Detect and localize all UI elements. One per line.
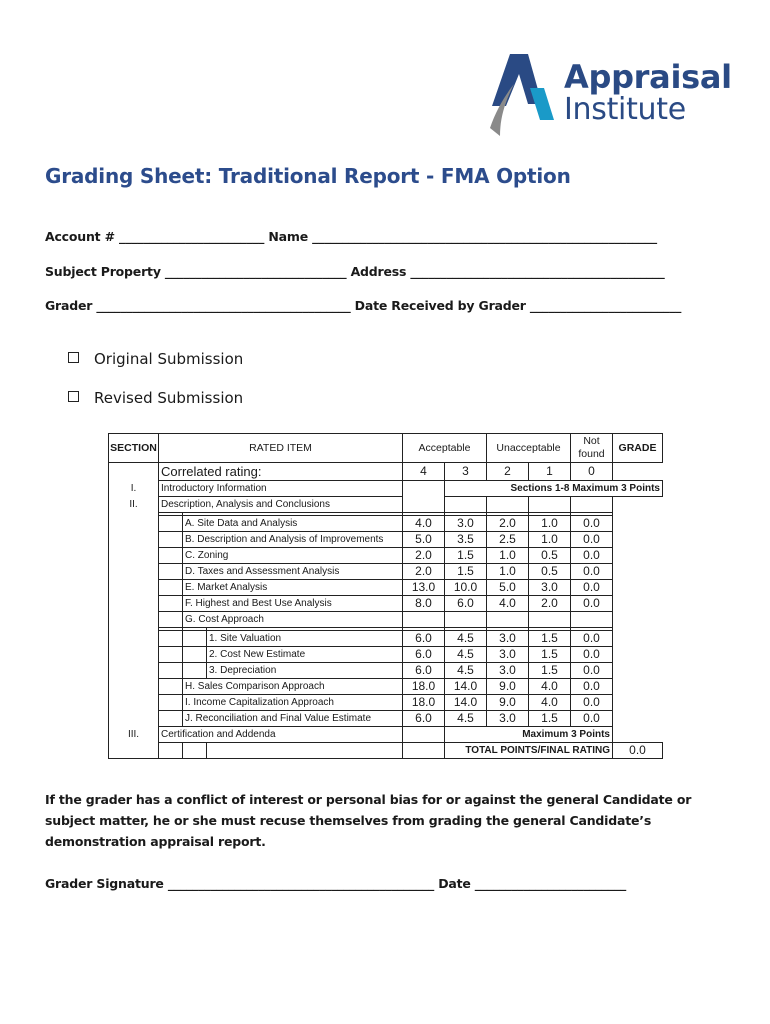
points-cell: 3.5 — [445, 532, 487, 548]
checkbox-icon[interactable] — [68, 391, 79, 402]
points-cell: 0.0 — [571, 548, 613, 564]
table-row — [109, 481, 663, 497]
points-cell: 13.0 — [403, 580, 445, 596]
logo-text-appraisal: Appraisal — [564, 58, 732, 96]
points-cell: 1.5 — [445, 564, 487, 580]
max-points-note: Maximum 3 Points — [445, 727, 613, 743]
scale-value: 0 — [571, 463, 613, 481]
logo-text-institute: Institute — [564, 92, 686, 127]
points-cell: 6.0 — [445, 596, 487, 612]
table-row — [109, 564, 663, 580]
points-cell: 1.5 — [529, 631, 571, 647]
points-cell: 0.0 — [571, 564, 613, 580]
points-cell: 2.5 — [487, 532, 529, 548]
points-cell: 1.5 — [529, 663, 571, 679]
header-grade: GRADE — [613, 434, 663, 463]
table-row — [109, 532, 663, 548]
total-row — [109, 743, 663, 759]
revised-submission-option[interactable] — [68, 389, 243, 407]
total-value: 0.0 — [613, 743, 663, 759]
header-not-found: Not found — [571, 434, 613, 463]
scale-value: 3 — [445, 463, 487, 481]
points-cell: 1.5 — [529, 711, 571, 727]
total-label: TOTAL POINTS/FINAL RATING — [445, 743, 613, 759]
table-row — [109, 580, 663, 596]
points-cell: 0.5 — [529, 548, 571, 564]
scale-value: 4 — [403, 463, 445, 481]
table-row — [109, 548, 663, 564]
points-cell: 3.0 — [529, 580, 571, 596]
points-cell: 3.0 — [445, 516, 487, 532]
appraisal-institute-logo — [488, 50, 732, 142]
section-number: III. — [109, 727, 159, 743]
item-label: 3. Depreciation — [207, 663, 403, 679]
scale-value: 2 — [487, 463, 529, 481]
original-submission-label: Original Submission — [94, 350, 244, 368]
header-rated-item: RATED ITEM — [159, 434, 403, 463]
item-label: A. Site Data and Analysis — [183, 516, 403, 532]
points-cell: 9.0 — [487, 679, 529, 695]
points-cell: 6.0 — [403, 647, 445, 663]
recusal-notice: If the grader has a conflict of interest or personal bias for or against the general Candidate or subject matter, he or she must recuse themselves from grading the general Candidate’s demonstration appraisal report. — [45, 792, 692, 849]
points-cell: 5.0 — [403, 532, 445, 548]
points-cell: 0.0 — [571, 695, 613, 711]
revised-submission-label: Revised Submission — [94, 389, 244, 407]
points-cell: 6.0 — [403, 663, 445, 679]
points-cell: 4.5 — [445, 631, 487, 647]
points-cell: 0.0 — [571, 679, 613, 695]
points-cell: 0.0 — [571, 532, 613, 548]
original-submission-option[interactable] — [68, 350, 243, 368]
points-cell: 6.0 — [403, 711, 445, 727]
points-cell: 1.0 — [487, 564, 529, 580]
points-cell: 1.0 — [529, 532, 571, 548]
points-cell: 3.0 — [487, 711, 529, 727]
points-cell: 0.0 — [571, 516, 613, 532]
sections-max-note: Sections 1-8 Maximum 3 Points — [445, 481, 663, 497]
points-cell: 0.0 — [571, 596, 613, 612]
correlated-rating-row — [109, 463, 663, 481]
item-label: 1. Site Valuation — [207, 631, 403, 647]
points-cell: 0.0 — [571, 647, 613, 663]
points-cell: 6.0 — [403, 631, 445, 647]
points-cell: 10.0 — [445, 580, 487, 596]
points-cell: 0.0 — [571, 711, 613, 727]
item-label: 2. Cost New Estimate — [207, 647, 403, 663]
points-cell: 5.0 — [487, 580, 529, 596]
points-cell: 2.0 — [487, 516, 529, 532]
grader-signature-field[interactable]: Grader Signature ____________________________________________ Date _________________________ — [45, 876, 627, 891]
section-number: I. — [109, 481, 159, 497]
item-label: I. Income Capitalization Approach — [183, 695, 403, 711]
points-cell: 4.5 — [445, 663, 487, 679]
certification-label: Certification and Addenda — [159, 727, 403, 743]
description-label: Description, Analysis and Conclusions — [159, 497, 403, 513]
rows-a — [109, 516, 663, 612]
points-cell: 8.0 — [403, 596, 445, 612]
grader-date-received-field[interactable]: Grader __________________________________________ Date Received by Grader _________________________ — [45, 298, 682, 313]
points-cell: 4.5 — [445, 711, 487, 727]
points-cell: 18.0 — [403, 695, 445, 711]
points-cell: 3.0 — [487, 663, 529, 679]
grading-table — [108, 433, 663, 759]
table-row — [109, 711, 663, 727]
points-cell: 1.5 — [445, 548, 487, 564]
table-row — [109, 596, 663, 612]
points-cell: 9.0 — [487, 695, 529, 711]
points-cell: 4.0 — [529, 679, 571, 695]
points-cell: 2.0 — [403, 564, 445, 580]
points-cell: 0.5 — [529, 564, 571, 580]
table-row — [109, 695, 663, 711]
points-cell: 14.0 — [445, 695, 487, 711]
item-label: F. Highest and Best Use Analysis — [183, 596, 403, 612]
points-cell: 1.0 — [487, 548, 529, 564]
account-name-field[interactable]: Account # ________________________ Name _________________________________________________________ — [45, 229, 657, 244]
item-label: H. Sales Comparison Approach — [183, 679, 403, 695]
scale-value: 1 — [529, 463, 571, 481]
table-row — [109, 647, 663, 663]
points-cell: 1.5 — [529, 647, 571, 663]
points-cell: 2.0 — [529, 596, 571, 612]
item-label: B. Description and Analysis of Improvements — [183, 532, 403, 548]
points-cell: 3.0 — [487, 647, 529, 663]
intro-label: Introductory Information — [159, 481, 403, 497]
header-unacceptable: Unacceptable — [487, 434, 571, 463]
points-cell: 18.0 — [403, 679, 445, 695]
table-row — [109, 663, 663, 679]
points-cell: 0.0 — [571, 631, 613, 647]
page-title: Grading Sheet: Traditional Report - FMA Option — [45, 164, 571, 188]
item-label: D. Taxes and Assessment Analysis — [183, 564, 403, 580]
points-cell: 0.0 — [571, 663, 613, 679]
table-row — [109, 727, 663, 743]
correlated-rating-label: Correlated rating: — [159, 463, 403, 481]
table-header-row — [109, 434, 663, 463]
logo-mark-icon — [488, 50, 568, 142]
points-cell: 4.0 — [529, 695, 571, 711]
points-cell: 2.0 — [403, 548, 445, 564]
table-row — [109, 497, 663, 513]
item-label: J. Reconciliation and Final Value Estimate — [183, 711, 403, 727]
points-cell: 0.0 — [571, 580, 613, 596]
header-section: SECTION — [109, 434, 159, 463]
points-cell: 4.0 — [403, 516, 445, 532]
subject-property-address-field[interactable]: Subject Property ______________________________ Address __________________________________________ — [45, 264, 665, 279]
points-cell: 3.0 — [487, 631, 529, 647]
table-row — [109, 612, 663, 628]
checkbox-icon[interactable] — [68, 352, 79, 363]
header-acceptable: Acceptable — [403, 434, 487, 463]
points-cell: 4.0 — [487, 596, 529, 612]
cost-approach-label: G. Cost Approach — [183, 612, 403, 628]
item-label: E. Market Analysis — [183, 580, 403, 596]
item-label: C. Zoning — [183, 548, 403, 564]
table-row — [109, 516, 663, 532]
table-row — [109, 631, 663, 647]
points-cell: 14.0 — [445, 679, 487, 695]
points-cell: 1.0 — [529, 516, 571, 532]
table-row — [109, 679, 663, 695]
section-number: II. — [109, 497, 159, 513]
points-cell: 4.5 — [445, 647, 487, 663]
